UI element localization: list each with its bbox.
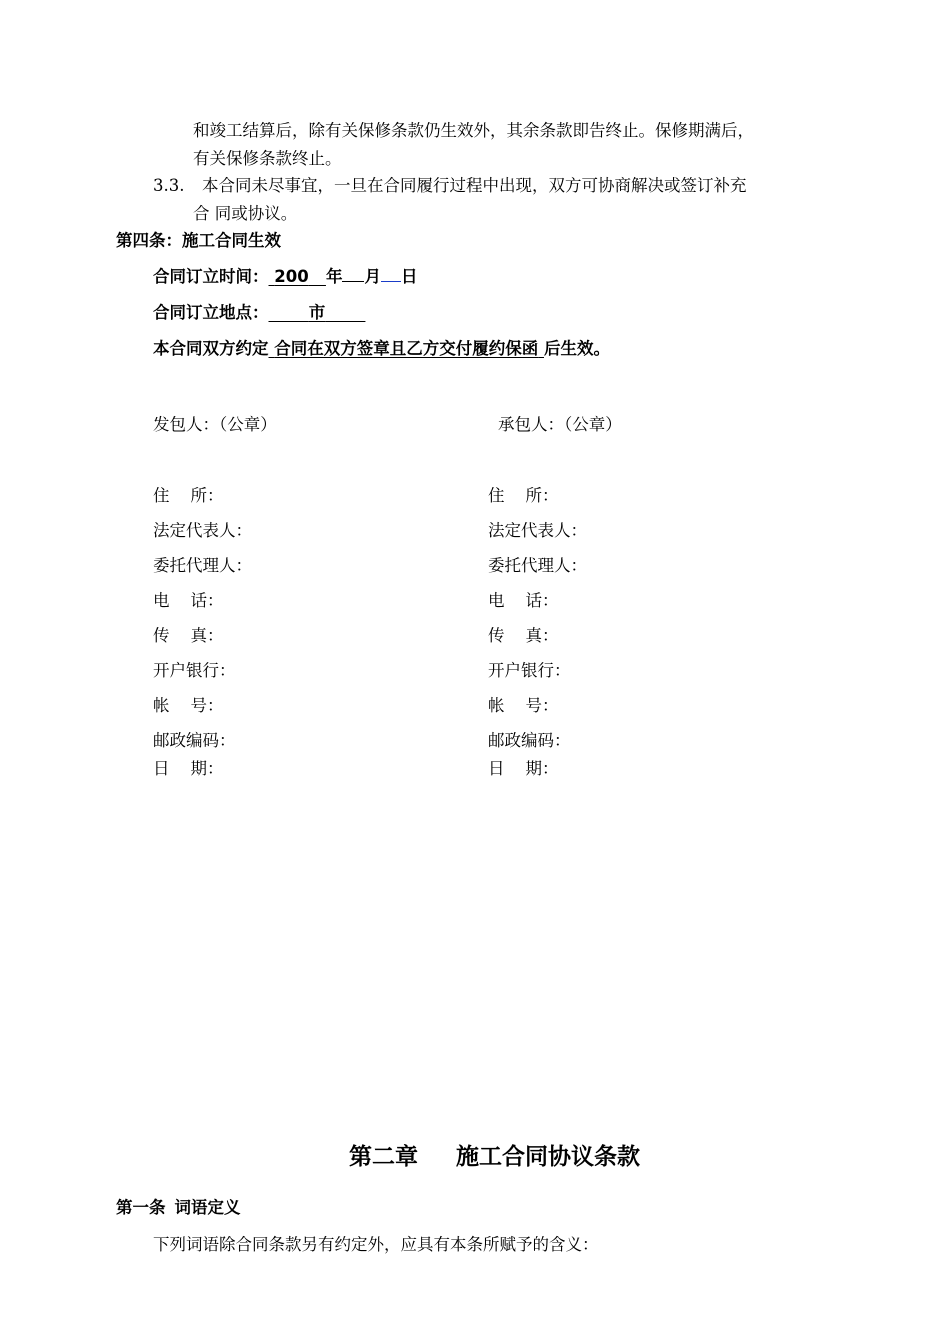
employer-phone-label: 电 话： [153,591,224,610]
contract-month-unit: 月 [364,267,381,286]
effective-condition: 合同在双方签章且乙方交付履约保函 [274,339,539,358]
definitions-intro: 下列词语除合同条款另有约定外，应具有本条所赋予的含义： [153,1235,599,1254]
article-1-title: 词语定义 [174,1198,241,1217]
day-blank [381,280,401,282]
contract-place-line [153,305,365,322]
contract-year-value: 200 [274,267,309,286]
contractor-agent-label: 委托代理人： [488,556,587,575]
clause-line-1: 和竣工结算后，除有关保修条款仍生效外，其余条款即告终止。保修期满后， [193,121,754,140]
contract-date-line [153,269,417,286]
article-1-number: 第一条 [116,1198,166,1217]
chapter-2-subtitle: 施工合同协议条款 [456,1144,640,1170]
employer-postcode-label: 邮政编码： [153,731,236,750]
clause-3-3-line-2: 合 同或协议。 [193,204,298,223]
contractor-phone-label: 电 话： [488,591,559,610]
contract-place-label: 合同订立地点： [153,303,269,322]
effective-suffix: 后生效。 [544,339,610,358]
article-1-heading [116,1200,241,1217]
contractor-seal-title: 承包人：（公章） [498,415,622,434]
employer-bank-label: 开户银行： [153,661,236,680]
contractor-address-label: 住 所： [488,486,559,505]
contractor-postcode-label: 邮政编码： [488,731,571,750]
contract-effective-line [153,341,610,358]
employer-seal-title: 发包人：（公章） [153,415,277,434]
chapter-2-number: 第二章 [349,1144,418,1170]
contractor-date-label: 日 期： [488,759,559,778]
employer-legal-rep-label: 法定代表人： [153,521,252,540]
contractor-account-label: 帐 号： [488,696,559,715]
clause-line-2: 有关保修条款终止。 [193,149,342,168]
contractor-fax-label: 传 真： [488,626,559,645]
contractor-legal-rep-label: 法定代表人： [488,521,587,540]
contractor-bank-label: 开户银行： [488,661,571,680]
contract-day-unit: 日 [400,267,418,286]
employer-address-label: 住 所： [153,486,224,505]
chapter-2-title [349,1146,640,1169]
contract-city: 市 [308,303,326,322]
contract-year-unit: 年 [325,267,343,286]
effective-prefix: 本合同双方约定 [153,339,269,358]
month-blank [342,280,364,282]
contract-date-label: 合同订立时间： [153,267,269,286]
employer-date-label: 日 期： [153,759,224,778]
clause-3-3-number: 3.3. [153,176,185,195]
article-4-heading: 第四条：施工合同生效 [116,231,281,250]
employer-agent-label: 委托代理人： [153,556,252,575]
clause-3-3-line-1: 本合同未尽事宜，一旦在合同履行过程中出现，双方可协商解决或签订补充 [202,176,747,195]
employer-account-label: 帐 号： [153,696,224,715]
employer-fax-label: 传 真： [153,626,224,645]
